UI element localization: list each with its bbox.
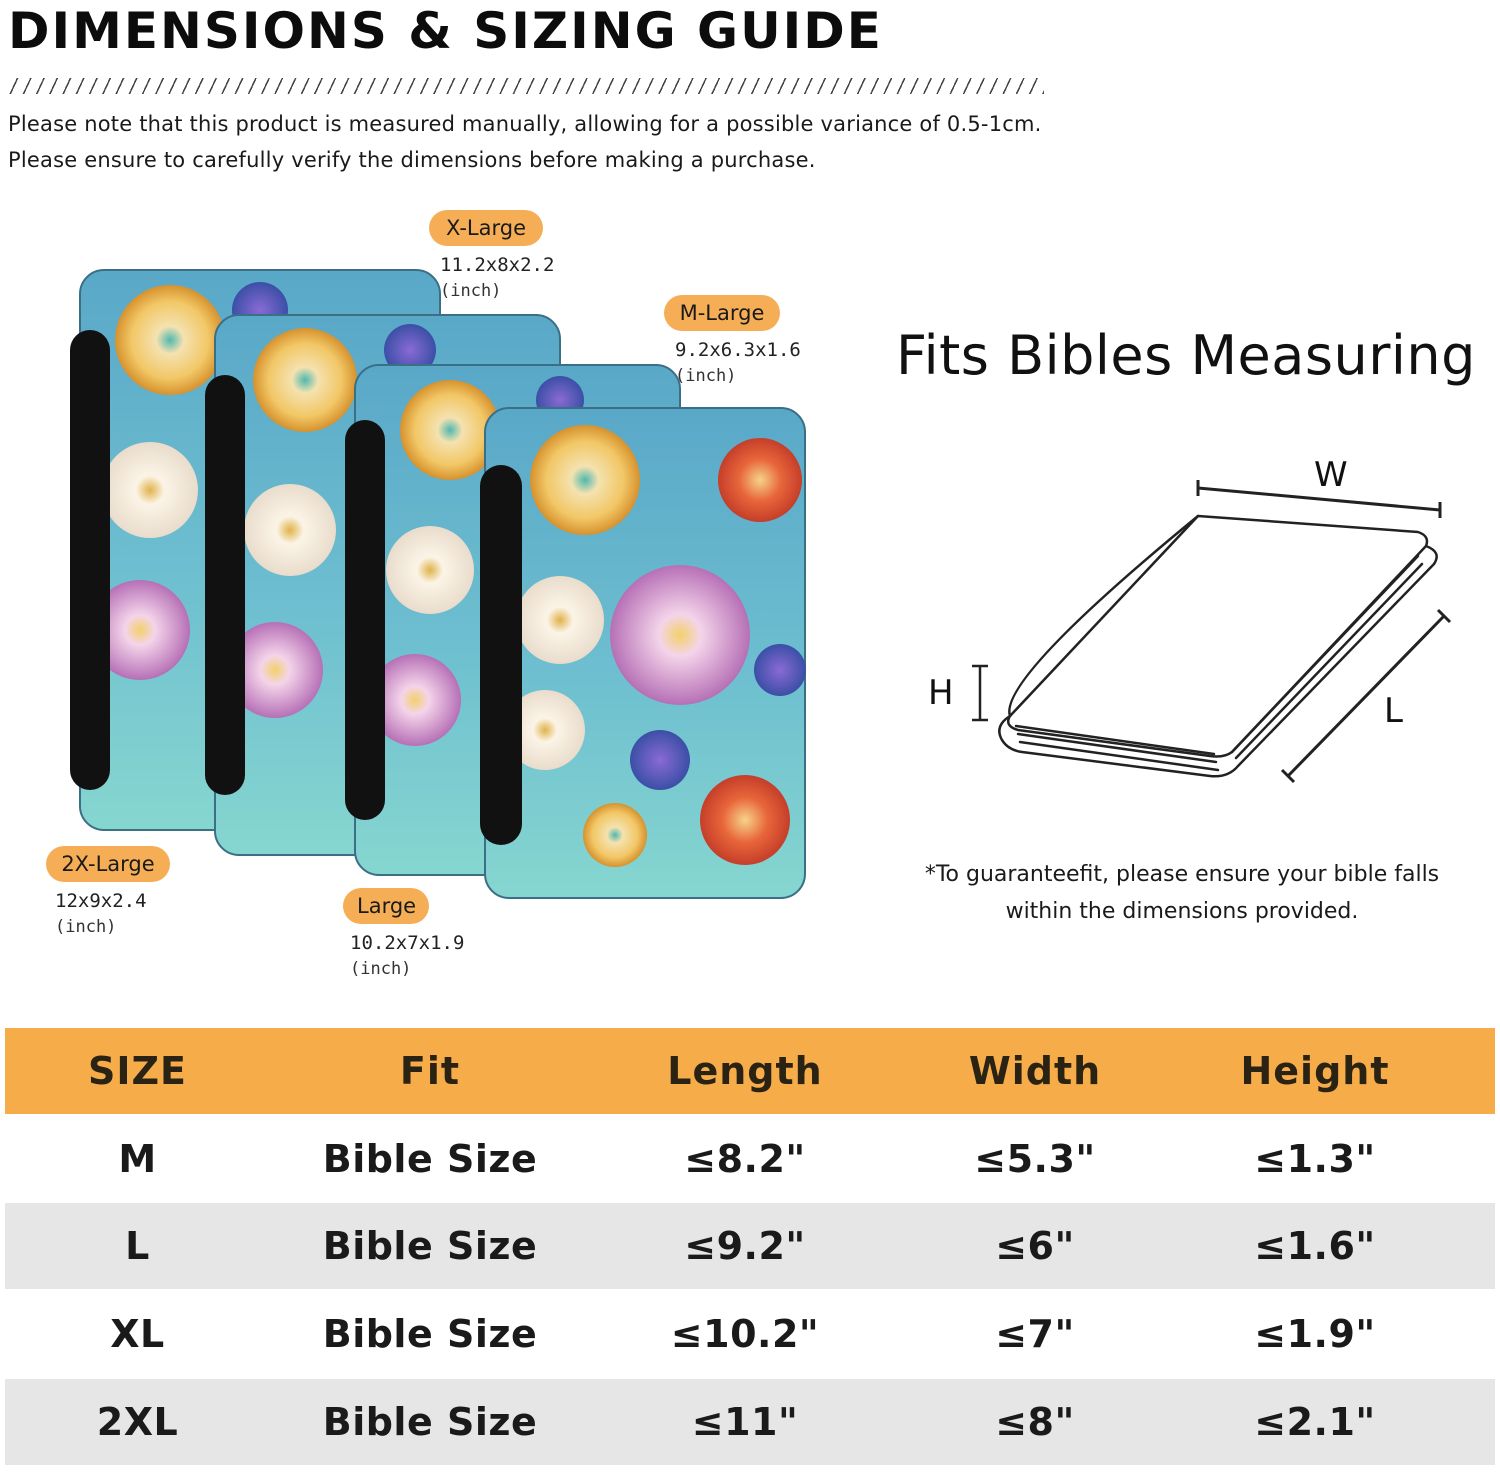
- header-height: Height: [1240, 1049, 1390, 1093]
- page-title: DIMENSIONS & SIZING GUIDE: [8, 2, 883, 60]
- size-table: [5, 1028, 1495, 1465]
- cell-width: ≤7": [995, 1312, 1075, 1356]
- cell-length: ≤8.2": [684, 1136, 806, 1181]
- cell-length: ≤11": [691, 1400, 799, 1444]
- header-width: Width: [968, 1049, 1102, 1093]
- unit-x-large: (inch): [440, 281, 502, 301]
- h-label: H: [928, 673, 954, 713]
- dims-2x-large: 12x9x2.4: [55, 890, 147, 912]
- table-row: [5, 1114, 1495, 1203]
- cell-fit: Bible Size: [322, 1312, 538, 1356]
- cell-width: ≤5.3": [974, 1136, 1096, 1181]
- dims-x-large: 11.2x8x2.2: [440, 254, 555, 276]
- cell-height: ≤1.6": [1254, 1224, 1376, 1268]
- measurement-note: Please note that this product is measured manually, allowing for a possible variance of 0.5-1cm.: [8, 112, 1042, 136]
- cell-size: 2XL: [96, 1400, 179, 1444]
- height-measure-line: [972, 666, 988, 720]
- cell-length: ≤10.2": [670, 1312, 820, 1356]
- badge-x-large: X-Large: [429, 210, 543, 246]
- header-fit: Fit: [399, 1049, 461, 1093]
- table-header-row: [5, 1028, 1495, 1114]
- badge-2x-large: 2X-Large: [46, 846, 170, 882]
- fit-footnote-line-2: within the dimensions provided.: [1005, 899, 1359, 924]
- cover-m-large: [480, 408, 806, 898]
- cell-fit: Bible Size: [322, 1224, 538, 1268]
- w-label: W: [1314, 455, 1348, 495]
- cell-size: L: [125, 1224, 150, 1268]
- unit-2x-large: (inch): [55, 917, 117, 937]
- dims-m-large: 9.2x6.3x1.6: [675, 339, 801, 361]
- table-row: [5, 1289, 1495, 1379]
- l-label: L: [1384, 691, 1403, 731]
- cell-fit: Bible Size: [322, 1136, 538, 1181]
- fit-footnote-line-1: *To guaranteefit, please ensure your bible falls: [924, 862, 1440, 887]
- table-row: [5, 1203, 1495, 1289]
- unit-large: (inch): [350, 959, 412, 979]
- badge-m-large: M-Large: [664, 295, 780, 331]
- cell-size: XL: [110, 1312, 165, 1356]
- cell-height: ≤1.3": [1254, 1136, 1376, 1181]
- cell-width: ≤6": [995, 1224, 1075, 1268]
- table-row: [5, 1379, 1495, 1465]
- unit-m-large: (inch): [675, 366, 737, 386]
- fits-title: Fits Bibles Measuring: [896, 324, 1476, 387]
- book-dimension-diagram: [898, 440, 1478, 800]
- cell-length: ≤9.2": [684, 1224, 806, 1268]
- cell-width: ≤8": [995, 1400, 1075, 1444]
- header-size: SIZE: [87, 1049, 188, 1093]
- verification-note: Please ensure to carefully verify the dimensions before making a purchase.: [8, 148, 816, 172]
- dims-large: 10.2x7x1.9: [350, 932, 465, 954]
- cell-size: M: [118, 1136, 157, 1181]
- badge-large: Large: [343, 888, 429, 924]
- header-length: Length: [667, 1049, 823, 1093]
- cell-height: ≤1.9": [1254, 1312, 1376, 1356]
- cell-fit: Bible Size: [322, 1400, 538, 1444]
- cell-height: ≤2.1": [1254, 1400, 1376, 1444]
- hatch-divider: [8, 78, 1044, 94]
